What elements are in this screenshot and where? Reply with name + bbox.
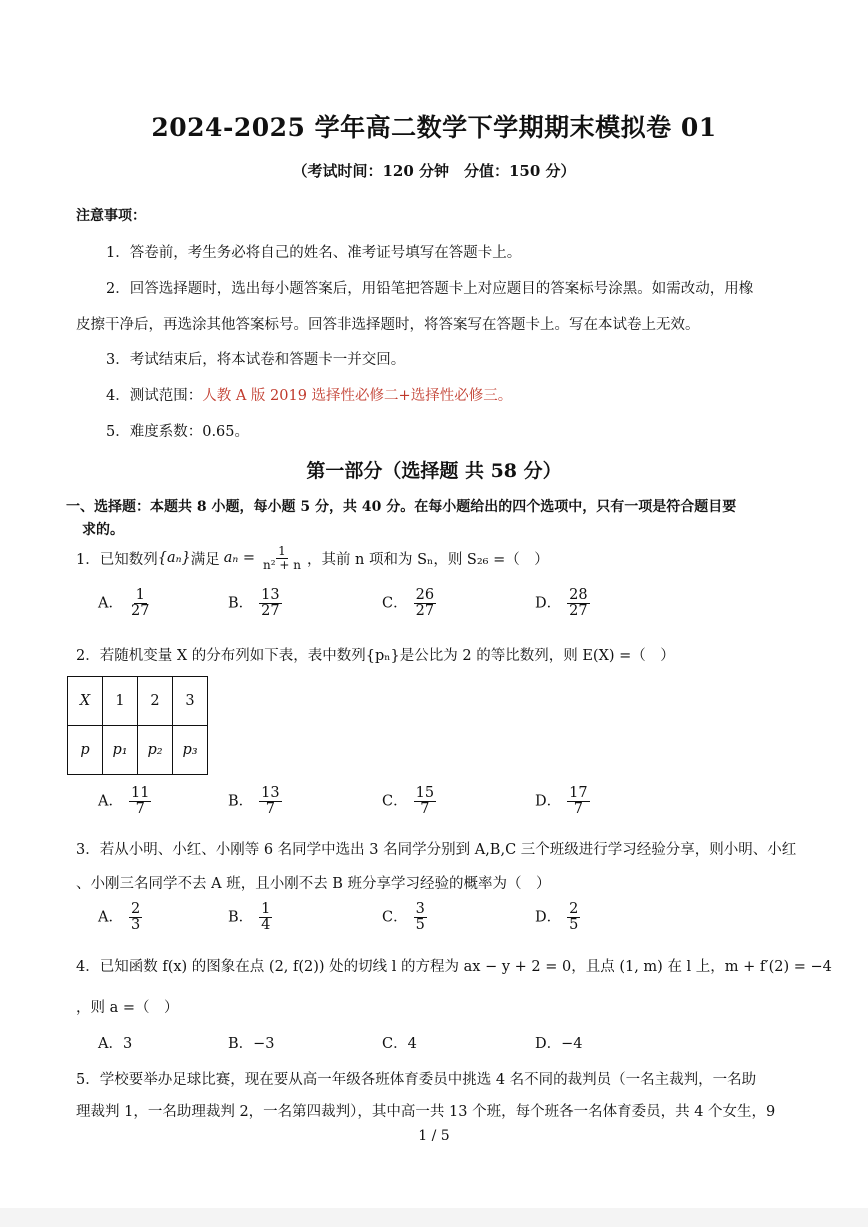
table-cell: 1 <box>103 677 138 726</box>
table-cell: p <box>68 726 103 775</box>
table-cell: X <box>68 677 103 726</box>
table-cell: 3 <box>173 677 208 726</box>
notice-item-4-scope: 人教 A 版 2019 选择性必修二+选择性必修三。 <box>202 388 513 404</box>
notice-item-5: 5．难度系数：0.65。 <box>106 424 250 440</box>
question-2: 2．若随机变量 X 的分布列如下表，表中数列{pₙ}是公比为 2 的等比数列，则 E(X) =（ ） <box>76 648 675 664</box>
q4-option-b: B．−3 <box>228 1036 275 1052</box>
table-cell: p₁ <box>103 726 138 775</box>
q4-option-d: D．−4 <box>535 1036 583 1052</box>
q1-mid: 满足 <box>190 551 220 568</box>
question-5-line-1: 5．学校要举办足球比赛，现在要从高一年级各班体育委员中挑选 4 名不同的裁判员（一名主裁判，一名助 <box>76 1072 757 1088</box>
page-number: 1 / 5 <box>418 1128 450 1144</box>
q1-option-c: C． $\frac{26}{27}$ <box>382 587 435 620</box>
q1-formula-num: 1 <box>278 544 286 558</box>
question-3-line-2: 、小刚三名同学不去 A 班，且小刚不去 B 班分享学习经验的概率为（ ） <box>76 876 551 892</box>
question-4-line-2: ，则 a =（ ） <box>76 1000 179 1016</box>
notice-item-4-prefix: 4．测试范围： <box>106 388 203 404</box>
table-cell: p₃ <box>173 726 208 775</box>
q1-option-d: D． $\frac{28}{27}$ <box>535 587 588 620</box>
q1-option-b: B． $\frac{13}{27}$ <box>228 587 280 620</box>
page-footer-strip <box>0 1208 868 1227</box>
table-row <box>68 677 208 726</box>
notice-item-2b: 皮擦干净后，再选涂其他答案标号。回答非选择题时，将答案写在答题卡上。写在本试卷上无效。 <box>76 317 700 333</box>
q2-option-a: A． $\frac{11}{7}$ <box>98 785 150 818</box>
q1-an: aₙ = <box>223 550 255 567</box>
page-title: 2024-2025 学年高二数学下学期期末模拟卷 01 <box>151 113 717 142</box>
q3-option-c: C． $\frac{3}{5}$ <box>382 901 425 934</box>
q4-option-c: C．4 <box>382 1036 417 1052</box>
question-5-line-2: 理裁判 1，一名助理裁判 2，一名第四裁判），其中高一共 13 个班，每个班各一名体育委员，共 4 个女生，9 <box>76 1104 776 1120</box>
q1-option-a: A． $\frac{1}{27}$ <box>98 587 150 620</box>
q2-option-c: C． $\frac{15}{7}$ <box>382 785 435 818</box>
notice-item-4 <box>106 384 512 405</box>
table-row <box>68 726 208 775</box>
notice-item-2a: 2．回答选择题时，选出每小题答案后，用铅笔把答题卡上对应题目的答案标号涂黑。如需改动，用橡 <box>106 281 754 297</box>
q1-sequence: {aₙ} <box>157 550 191 567</box>
q1-prefix: 1．已知数列 <box>76 551 158 568</box>
q2-option-d: D． $\frac{17}{7}$ <box>535 785 588 818</box>
notice-heading: 注意事项： <box>76 208 146 224</box>
q3-option-a: A． $\frac{2}{3}$ <box>98 901 141 934</box>
distribution-table <box>67 676 208 775</box>
q1-formula-den: n² + n <box>263 557 301 572</box>
table-cell: 2 <box>138 677 173 726</box>
q1-rest: ，其前 n 项和为 Sₙ，则 S₂₆ =（ ） <box>306 551 549 568</box>
q1-formula-fraction <box>261 545 303 571</box>
q3-option-d: D． $\frac{2}{5}$ <box>535 901 579 934</box>
exam-info: （考试时间：120 分钟 分值：150 分） <box>292 162 576 180</box>
section-title: 第一部分（选择题 共 58 分） <box>306 460 562 482</box>
question-1 <box>76 545 549 571</box>
notice-item-1: 1．答卷前，考生务必将自己的姓名、准考证号填写在答题卡上。 <box>106 245 522 261</box>
q3-option-b: B． $\frac{1}{4}$ <box>228 901 271 934</box>
q4-option-a: A．3 <box>98 1036 133 1052</box>
q2-option-b: B． $\frac{13}{7}$ <box>228 785 280 818</box>
section-instructions-a: 一、选择题：本题共 8 小题，每小题 5 分，共 40 分。在每小题给出的四个选项中，只有一项是符合题目要 <box>66 499 737 515</box>
notice-item-3: 3．考试结束后，将本试卷和答题卡一并交回。 <box>106 352 406 368</box>
table-cell: p₂ <box>138 726 173 775</box>
question-3-line-1: 3．若从小明、小红、小刚等 6 名同学中选出 3 名同学分别到 A,B,C 三个班级进行学习经验分享，则小明、小红 <box>76 842 797 858</box>
section-instructions-b: 求的。 <box>82 522 124 538</box>
question-4-line-1: 4．已知函数 f(x) 的图象在点 (2, f(2)) 处的切线 l 的方程为 ax − y + 2 = 0，且点 (1, m) 在 l 上，m + f′(2) = −4 <box>76 959 832 975</box>
